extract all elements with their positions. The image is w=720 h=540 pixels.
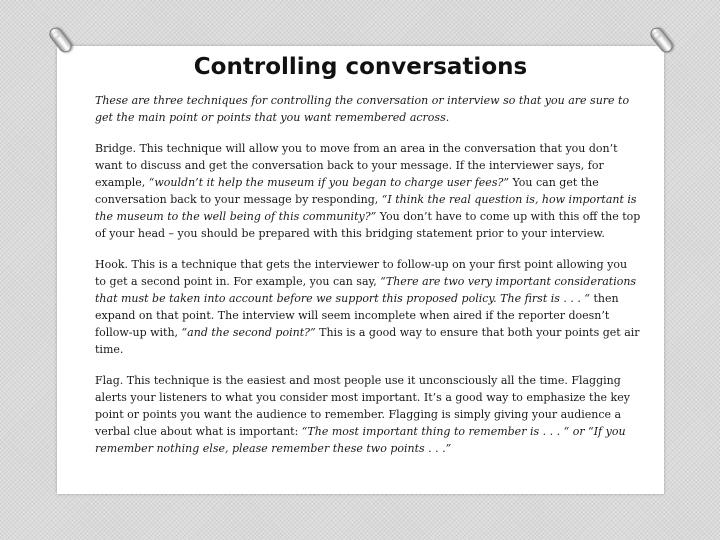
bridge-paragraph bbox=[95, 140, 641, 242]
hook-term: Hook. bbox=[95, 258, 128, 271]
bridge-quote-2: “I think the real question is, how important is the museum to the well being of this community?” bbox=[95, 193, 637, 223]
slide-title: Controlling conversations bbox=[193, 54, 528, 80]
bridge-text-1: This technique will allow you to move from an area in the conversation that you don’t want to discuss and get the conversation back to your message. If the interviewer says, for example, bbox=[95, 142, 618, 189]
flag-text-1: This technique is the easiest and most people use it unconsciously all the time. Flagging alerts your listeners to what you consider most important. It’s a good way to emphasize the key point or points you want the audience to remember. Flagging is simply giving your audience a verbal clue about what is important: bbox=[95, 374, 630, 438]
hook-text-2: then expand on that point. The interview will seem incomplete when aired if the reporter doesn’t follow-up with, bbox=[95, 292, 619, 339]
flag-term: Flag. bbox=[95, 374, 124, 387]
hook-paragraph bbox=[95, 256, 641, 358]
hook-quote-2: “and the second point?” bbox=[181, 326, 316, 339]
slide-body bbox=[95, 92, 641, 471]
bridge-quote-1: “wouldn’t it help the museum if you began to charge user fees?” bbox=[148, 176, 509, 189]
bridge-text-3: You don’t have to come up with this off the top of your head – you should be prepared with this bridging statement prior to your interview. bbox=[95, 210, 641, 240]
bridge-term: Bridge. bbox=[95, 142, 136, 155]
flag-paragraph bbox=[95, 372, 641, 457]
hook-quote-1: “There are two very important considerations that must be taken into account before we support this proposed policy. The first is . . . “ bbox=[95, 275, 637, 305]
intro-paragraph: These are three techniques for controlling the conversation or interview so that you are sure to get the main point or points that you want remembered across. bbox=[95, 94, 630, 124]
hook-text-3: This is a good way to ensure that both your points get air time. bbox=[95, 326, 640, 356]
hook-text-1: This is a technique that gets the interviewer to follow-up on your first point allowing you to get a second point in. For example, you can say, bbox=[95, 258, 628, 288]
flag-quote-1: “The most important thing to remember is . . . “ or “If you remember nothing else, please remember these two points . . .” bbox=[95, 425, 626, 455]
bridge-text-2: You can get the conversation back to your message by responding, bbox=[95, 176, 599, 206]
